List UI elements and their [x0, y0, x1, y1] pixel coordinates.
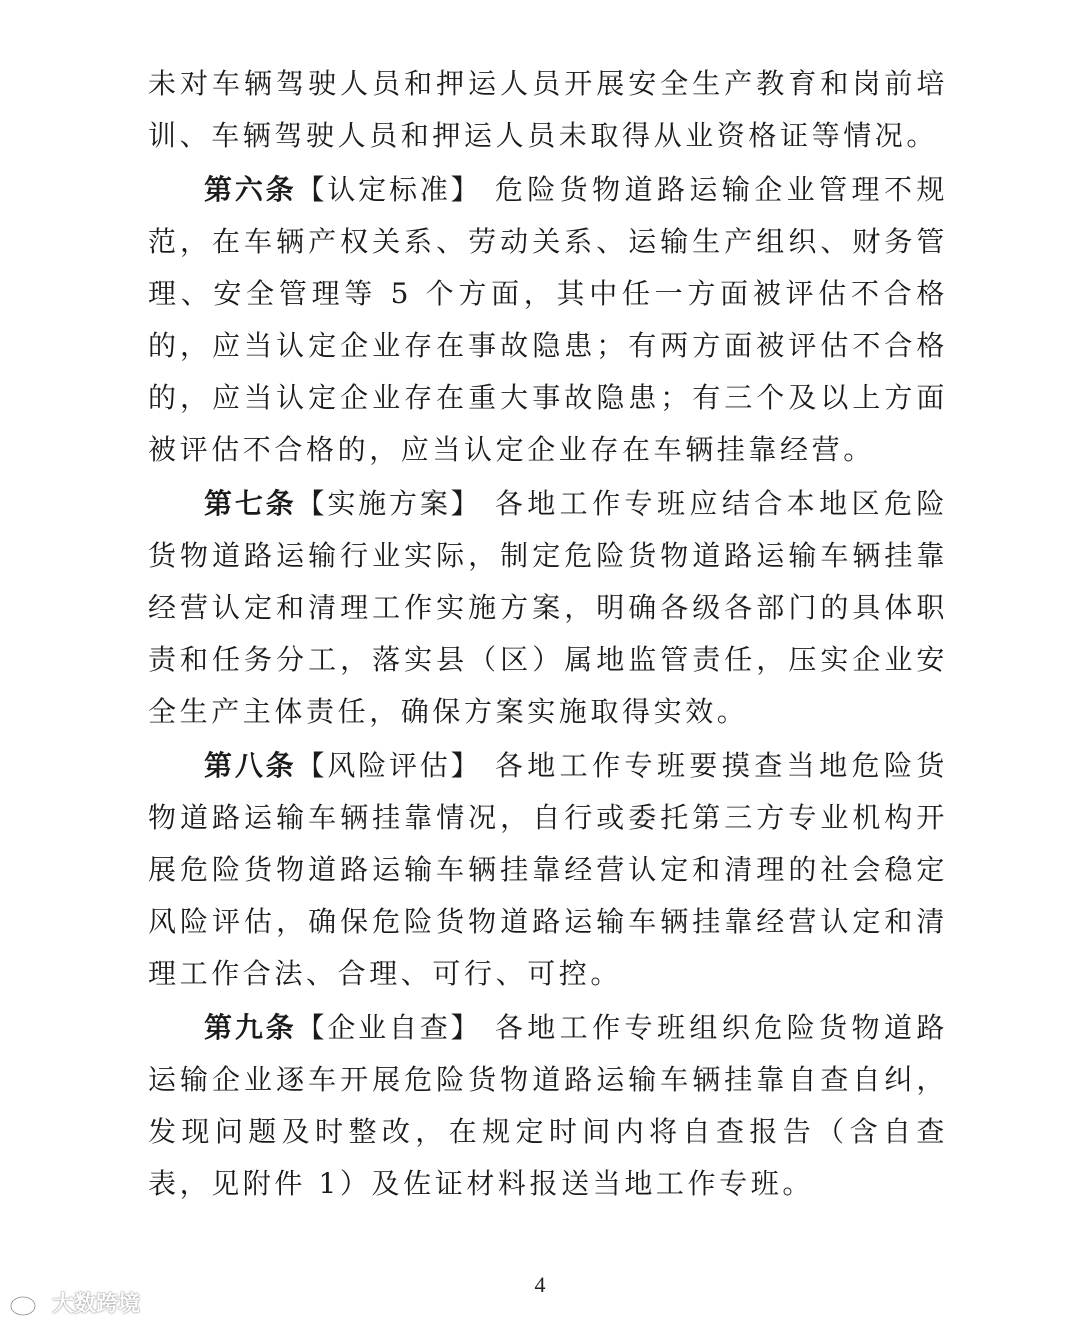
- article-6: [148, 164, 948, 476]
- paragraph-continuation: [148, 58, 948, 162]
- article-title: 【实施方案】: [296, 487, 482, 520]
- article-text: 各地工作专班应结合本地区危险货物道路运输行业实际，制定危险货物道路运输车辆挂靠经营认定和清理工作实施方案，明确各级各部门的具体职责和任务分工，落实县（区）属地监管责任，压实企业安全生产主体责任，确保方案实施取得实效。: [148, 487, 948, 728]
- article-number: 第八条: [204, 749, 297, 782]
- article-text: 危险货物道路运输企业管理不规范，在车辆产权关系、劳动关系、运输生产组织、财务管理、安全管理等 5 个方面，其中任一方面被评估不合格的，应当认定企业存在事故隐患；有两方面被评估不合格的，应当认定企业存在重大事故隐患；有三个及以上方面被评估不合格的，应当认定企业存在车辆挂靠经营。: [148, 173, 948, 466]
- article-text: 各地工作专班组织危险货物道路运输企业逐车开展危险货物道路运输车辆挂靠自查自纠，发现问题及时整改，在规定时间内将自查报告（含自查表，见附件 1）及佐证材料报送当地工作专班。: [148, 1011, 948, 1200]
- article-number: 第六条: [204, 173, 297, 206]
- article-text: 各地工作专班要摸查当地危险货物道路运输车辆挂靠情况，自行或委托第三方专业机构开展危险货物道路运输车辆挂靠经营认定和清理的社会稳定风险评估，确保危险货物道路运输车辆挂靠经营认定和清理工作合法、合理、可行、可控。: [148, 749, 948, 990]
- article-9: [148, 1002, 948, 1210]
- article-title: 【认定标准】: [296, 173, 482, 206]
- document-body: [148, 58, 948, 1210]
- watermark-text: 大数跨境: [52, 1292, 141, 1317]
- article-title: 【风险评估】: [296, 749, 482, 782]
- article-title: 【企业自查】: [296, 1011, 482, 1044]
- weibo-like-logo-icon: [8, 1288, 48, 1318]
- article-number: 第七条: [204, 487, 297, 520]
- article-8: [148, 740, 948, 1000]
- page-number: 4: [534, 1272, 546, 1297]
- article-7: [148, 478, 948, 738]
- article-number: 第九条: [204, 1011, 297, 1044]
- paragraph-text: 未对车辆驾驶人员和押运人员开展安全生产教育和岗前培训、车辆驾驶人员和押运人员未取得从业资格证等情况。: [148, 67, 948, 152]
- watermark: [8, 1287, 140, 1318]
